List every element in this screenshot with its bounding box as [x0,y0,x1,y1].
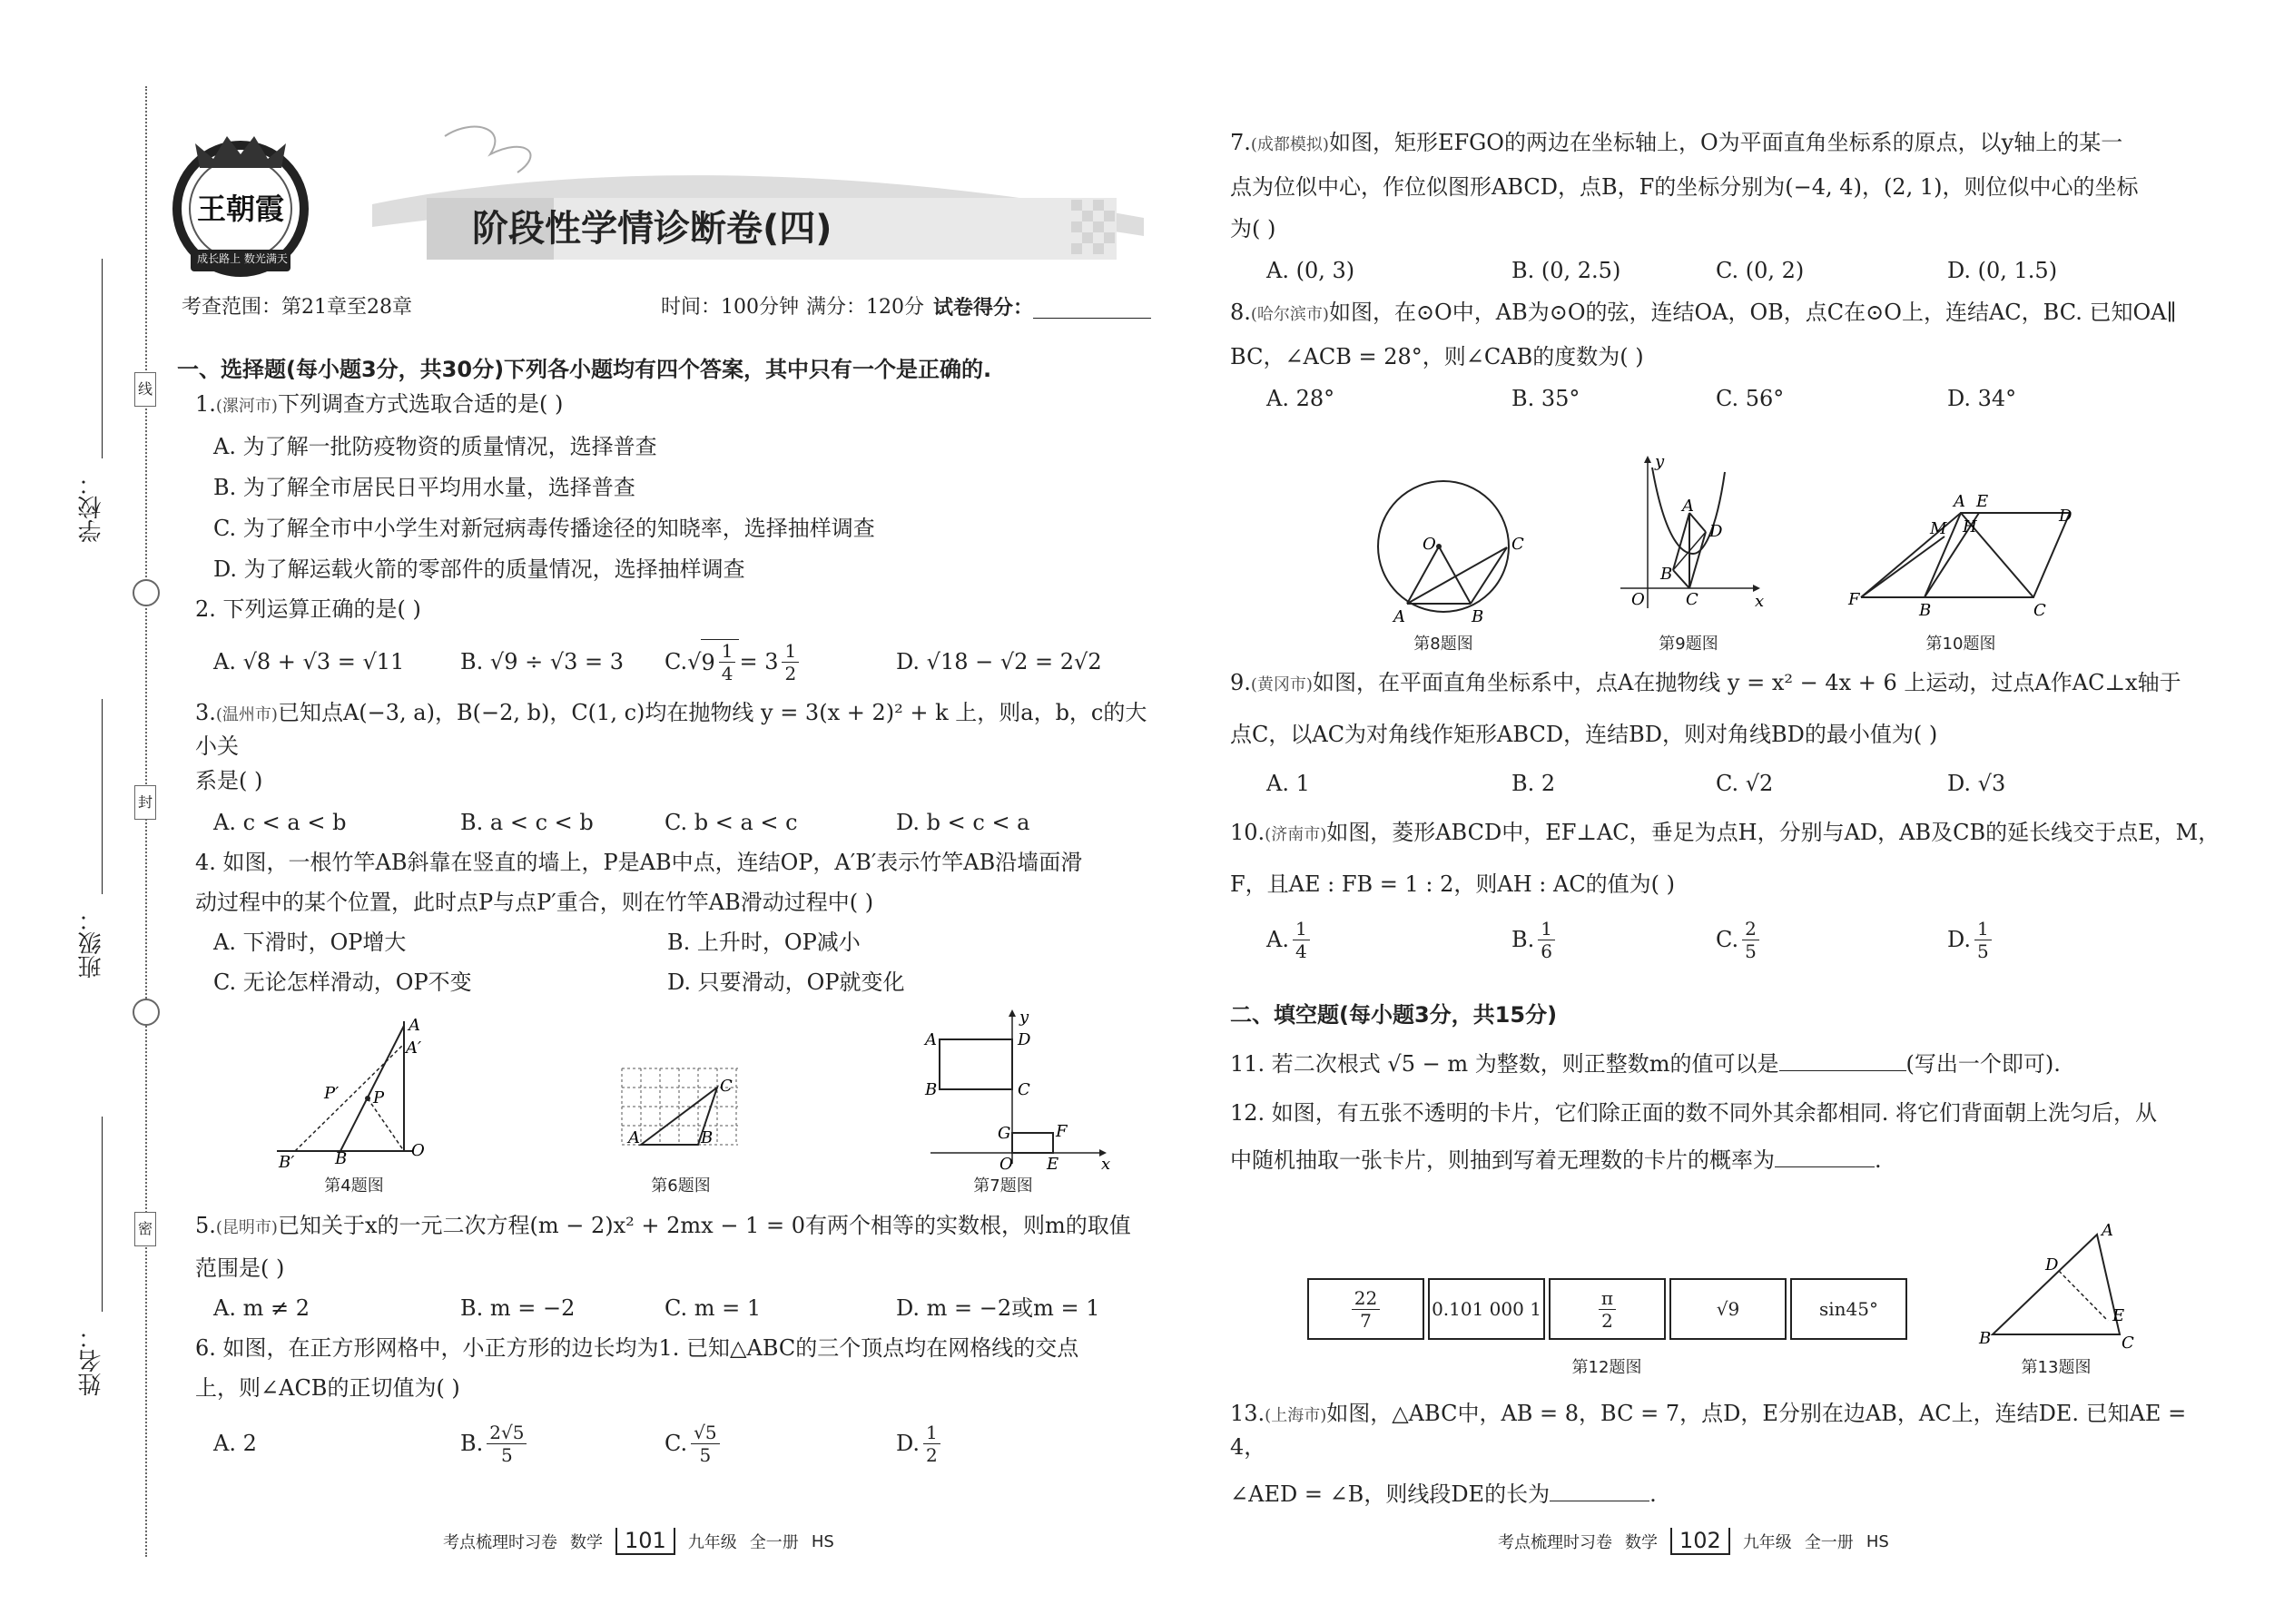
q6-option-b[interactable] [460,1422,665,1466]
fig12-card-2: 0.101 000 1 [1428,1278,1545,1340]
q10-c-den: 5 [1745,940,1757,962]
figure-4 [268,1016,449,1172]
q10-d-den: 5 [1977,940,1989,962]
q6-option-c[interactable] [665,1422,896,1466]
card1-num: 22 [1352,1287,1380,1310]
q4-stem-2: 动过程中的某个位置，此时点P与点P′重合，则在竹竿AB滑动过程中( ) [195,890,874,915]
fig9-label-y: y [1655,452,1665,471]
fig12-card-4: √9 [1669,1278,1787,1340]
q7-stem-3: 为( ) [1230,216,1276,241]
q11-answer-blank[interactable] [1779,1070,1906,1071]
q3-source: (温州市) [215,705,278,724]
q5-stem-2: 范围是( ) [195,1255,285,1281]
q1-text: 下列调查方式选取合适的是( ) [277,391,564,417]
q7-option-d[interactable]: D. (0, 1.5) [1947,258,2058,283]
q3-stem-2: 系是( ) [195,768,263,793]
q4-option-d[interactable]: D. 只要滑动，OP就变化 [667,969,905,995]
q2-d-expr: √18 − √2 = 2√2 [926,649,1102,674]
fig7-label-D: D [1018,1030,1031,1049]
class-field[interactable] [102,699,103,894]
q1-stem [195,389,1167,422]
q6-d-den: 2 [926,1443,938,1466]
footer-right-edition: HS [1866,1531,1889,1551]
fig7-label-x: x [1101,1155,1111,1174]
fig6-caption: 第6题图 [651,1176,711,1196]
footer-right-book: 考点梳理时习卷 [1498,1533,1612,1552]
fig12-card-3 [1549,1278,1666,1340]
binding-knot-icon [133,999,160,1026]
fig9-caption: 第9题图 [1659,635,1718,654]
q13-stem-2 [1230,1479,2229,1510]
q6-stem-2: 上，则∠ACB的正切值为( ) [195,1375,460,1401]
fig4-caption: 第4题图 [324,1176,384,1196]
question-9 [1230,667,2229,799]
q2-a-expr: √8 + √3 = √11 [242,649,405,674]
fig8-label-A: A [1393,607,1405,626]
q8-option-d[interactable]: D. 34° [1947,386,2017,411]
question-7 [1230,127,2229,286]
q13-stem [1230,1398,2229,1462]
q1-option-a[interactable]: A. 为了解一批防疫物资的质量情况，选择普查 [213,434,657,459]
q1-source: (漯河市) [215,397,278,416]
fig7-label-O: O [999,1155,1013,1174]
footer-right-grade: 九年级 [1742,1533,1792,1552]
card1-den: 7 [1360,1309,1372,1332]
fig8-label-B: B [1472,607,1484,626]
right-column-lower [1230,1398,2229,1510]
q2-c-label: C. [665,649,688,674]
fig9-label-A: A [1682,497,1694,516]
q10-a-den: 4 [1295,940,1307,962]
q8-stem [1230,297,2229,330]
fig4-label-O: O [411,1141,425,1160]
fig8-label-C: C [1511,535,1524,554]
q4-option-b[interactable]: B. 上升时，OP减小 [667,930,861,955]
q6-b-label: B. [460,1431,484,1456]
q11-text: 11. 若二次根式 √5 − m 为整数，则正整数m的值可以是 [1230,1051,1779,1077]
q8-text: 如图，在⊙O中，AB为⊙O的弦，连结OA，OB，点C在⊙O上，连结AC，BC. 已知OA∥ [1328,300,2177,325]
q4-option-a[interactable]: A. 下滑时，OP增大 [213,930,407,955]
q10-c-label: C. [1716,927,1739,952]
fig7-label-E: E [1047,1155,1059,1174]
q10-stem-2: F，且AE : FB = 1 : 2，则AH : AC的值为( ) [1230,871,1676,897]
q5-option-b[interactable]: B. m = −2 [460,1295,576,1321]
fig6-label-C: C [720,1077,733,1096]
footer-left-subject: 数学 [570,1533,603,1552]
q2-a-label: A. [213,649,243,674]
q5-option-c[interactable]: C. m = 1 [665,1295,762,1321]
question-10 [1230,817,2229,969]
fig7-label-y: y [1019,1008,1029,1027]
name-label: 姓名： [78,1325,105,1396]
q2-c-rad-den: 4 [721,663,733,684]
footer-left-book: 考点梳理时习卷 [443,1533,557,1552]
q2-c-radicand: 9 [701,649,715,675]
q7-stem [1230,127,2229,161]
binding-mark-xian: 线 [134,372,156,407]
fig10-label-B: B [1919,601,1932,620]
fig13-label-A: A [2102,1221,2113,1240]
fig4-label-A: A [409,1016,420,1035]
q2-d-label: D. [896,649,927,674]
fig10-label-M: M [1930,519,1947,538]
q1-option-c[interactable]: C. 为了解全市中小学生对新冠病毒传播途径的知晓率，选择抽样调查 [213,516,875,541]
question-1 [177,389,1167,585]
q1-number: 1. [195,391,216,417]
fig7-label-F: F [1056,1122,1068,1141]
footer-right-subject: 数学 [1625,1533,1658,1552]
fig7-label-A: A [925,1030,937,1049]
fig4-label-B1: B′ [279,1153,295,1172]
q2-b-label: B. [460,649,490,674]
q8-option-b[interactable]: B. 35° [1511,386,1580,411]
q1-option-b[interactable]: B. 为了解全市居民日平均用水量，选择普查 [213,475,635,500]
fig7-label-G: G [998,1124,1011,1143]
q6-d-num: 1 [923,1422,940,1444]
figure-13 [1974,1221,2138,1357]
fig9-label-O: O [1631,590,1645,609]
q13-period: . [1649,1481,1657,1507]
q6-option-d[interactable] [896,1422,944,1466]
exam-full-score: 满分：120分 [806,296,924,319]
q3-stem [195,697,1167,762]
fig8-label-O: O [1423,535,1436,554]
q4-option-c[interactable]: C. 无论怎样滑动，OP不变 [213,969,472,995]
q10-b-den: 6 [1541,940,1552,962]
question-12 [1230,1097,2229,1176]
q2-b-expr: √9 ÷ √3 = 3 [489,649,625,674]
q6-b-den: 5 [501,1443,513,1466]
q10-option-c[interactable] [1716,918,1947,962]
question-11 [1230,1048,2229,1079]
q2-c-eq: = 3 [739,649,779,674]
q10-c-num: 2 [1742,918,1759,940]
q10-b-label: B. [1511,927,1535,952]
binding-knot-icon [133,579,160,606]
footer-right [1498,1528,1889,1555]
footer-left [443,1528,834,1555]
q2-c-rad-num: 1 [719,640,736,663]
question-5 [195,1210,1167,1324]
q5-number: 5. [195,1213,216,1238]
fig10-label-H: H [1963,517,1977,536]
q2-option-a[interactable] [213,646,460,677]
fig6-label-B: B [701,1128,714,1147]
q8-number: 8. [1230,300,1251,325]
fig12-card-5: sin45° [1790,1278,1907,1340]
q7-number: 7. [1230,130,1251,155]
q10-d-label: D. [1947,927,1972,952]
q3-option-d[interactable]: D. b < c < a [896,810,1030,835]
q9-option-a[interactable]: A. 1 [1266,771,1310,796]
q7-option-b[interactable]: B. (0, 2.5) [1511,258,1621,283]
score-input[interactable] [1033,318,1151,319]
binding-mark-mi: 密 [134,1212,156,1246]
fig13-label-D: D [2045,1255,2059,1275]
q13-number: 13. [1230,1401,1265,1426]
right-column [1230,127,2229,414]
q4-stem: 4. 如图，一根竹竿AB斜靠在竖直的墙上，P是AB中点，连结OP，A′B′表示竹竿AB沿墙面滑 [195,850,1083,875]
q12-stem-2 [1230,1145,2229,1176]
fig10-label-A: A [1954,492,1965,511]
fig12-caption: 第12题图 [1571,1358,1642,1377]
q7-source: (成都模拟) [1250,135,1329,154]
q9-source: (黄冈市) [1250,675,1313,694]
q9-option-c[interactable]: C. √2 [1716,771,1774,796]
q7-text: 如图，矩形EFGO的两边在坐标轴上，O为平面直角坐标系的原点，以y轴上的某一 [1328,130,2123,155]
card3-num: π [1599,1287,1616,1310]
q3-option-c[interactable]: C. b < a < c [665,810,798,835]
q9-text: 如图，在平面直角坐标系中，点A在抛物线 y = x² − 4x + 6 上运动，过点A作AC⊥x轴于 [1312,670,2181,695]
fig10-label-E: E [1976,492,1989,511]
q5-text: 已知关于x的一元二次方程(m − 2)x² + 2mx − 1 = 0有两个相等的实数根，则m的取值 [277,1213,1131,1238]
fig9-label-C: C [1686,590,1698,609]
question-3 [177,697,1167,838]
q5-option-d[interactable]: D. m = −2或m = 1 [896,1295,1100,1321]
exam-score-label: 试卷得分： [933,296,1034,320]
q12-text: 中随机抽取一张卡片，则抽到写着无理数的卡片的概率为 [1230,1147,1775,1173]
figure-10 [1848,490,2072,620]
q10-b-num: 1 [1538,918,1555,940]
fig9-label-x: x [1755,592,1765,611]
figure-7 [912,1008,1112,1174]
q6-c-den: 5 [699,1443,712,1466]
exam-scope: 考查范围：第21章至28章 [182,296,412,319]
q10-option-a[interactable] [1266,918,1511,962]
fig13-label-E: E [2112,1306,2125,1325]
exam-time: 时间：100分钟 [661,296,799,319]
q6-b-num: 2√5 [487,1422,527,1444]
q13-source: (上海市) [1265,1406,1327,1425]
left-column-lower [195,1210,1167,1471]
q11-stem [1230,1048,2229,1079]
exam-title: 阶段性学情诊断卷(四) [472,208,832,250]
q8-option-a[interactable]: A. 28° [1266,386,1335,411]
footer-left-edition: HS [811,1531,834,1551]
q7-stem-2: 点为位似中心，作位似图形ABCD，点B，F的坐标分别为(−4, 4)，(2, 1)，则位似中心的坐标 [1230,174,2139,200]
q10-number: 10. [1230,820,1265,845]
q3-option-b[interactable]: B. a < c < b [460,810,594,835]
q6-stem: 6. 如图，在正方形网格中，小正方形的边长均为1. 已知△ABC的三个顶点均在网格线的交点 [195,1335,1079,1361]
q10-text: 如图，菱形ABCD中，EF⊥AC，垂足为点H，分别与AD，AB及CB的延长线交于点E，M， [1326,820,2220,845]
fig10-label-D: D [2059,507,2072,526]
q10-d-num: 1 [1974,918,1992,940]
q9-number: 9. [1230,670,1251,695]
class-label: 班级： [78,908,105,979]
q3-text: 已知点A(−3, a)，B(−2, b)，C(1, c)均在抛物线 y = 3(x + 2)² + k 上，则a，b，c的大小关 [195,700,1147,759]
q3-number: 3. [195,700,216,725]
section2-title: 二、填空题(每小题3分，共15分) [1230,1002,1558,1028]
fig9-label-D: D [1709,522,1723,541]
q10-stem [1230,817,2229,851]
q12-stem: 12. 如图，有五张不透明的卡片，它们除正面的数不同外其余都相同. 将它们背面朝上洗匀后，从 [1230,1100,2158,1126]
q2-c-num: 1 [782,640,799,663]
q12-answer-blank[interactable] [1775,1166,1875,1167]
name-field[interactable] [102,1117,103,1312]
school-field[interactable] [102,259,103,458]
fig12-card-1 [1307,1278,1424,1340]
q2-option-d[interactable] [896,646,1102,677]
q10-option-b[interactable] [1511,918,1716,962]
footer-left-grade: 九年级 [687,1533,737,1552]
q6-d-label: D. [896,1431,921,1456]
fig13-label-B: B [1979,1329,1992,1348]
footer-left-vol: 全一册 [749,1533,799,1552]
question-8 [1230,297,2229,414]
fig4-label-P: P [373,1088,385,1107]
q9-option-b[interactable]: B. 2 [1511,771,1556,796]
fig10-caption: 第10题图 [1925,635,1996,654]
fig8-caption: 第8题图 [1413,635,1473,654]
fig13-caption: 第13题图 [2021,1358,2092,1377]
fig13-label-C: C [2122,1334,2134,1353]
q13-text: 如图，△ABC中，AB = 8，BC = 7，点D，E分别在边AB，AC上，连结DE. 已知AE = 4， [1230,1401,2187,1460]
q7-option-a[interactable]: A. (0, 3) [1266,258,1355,283]
fig9-label-B: B [1660,565,1673,584]
q10-a-num: 1 [1293,918,1310,940]
figure-8 [1366,477,1530,631]
q10-source: (济南市) [1265,825,1327,844]
school-label: 学校： [78,472,105,543]
footer-left-page: 101 [615,1528,675,1555]
binding-line [145,86,147,1557]
question-6 [195,1333,1167,1471]
section1-title: 一、选择题(每小题3分，共30分)下列各小题均有四个答案，其中只有一个是正确的. [177,357,992,382]
footer-right-vol: 全一册 [1804,1533,1854,1552]
q11-hint: (写出一个即可). [1905,1051,2061,1077]
q5-option-a[interactable]: A. m ≠ 2 [213,1295,310,1321]
q6-option-a[interactable]: A. 2 [213,1431,257,1456]
fig10-label-F: F [1848,590,1860,609]
q9-option-d[interactable]: D. √3 [1947,771,2006,796]
q7-option-c[interactable]: C. (0, 2) [1716,258,1805,283]
fig7-label-C: C [1018,1080,1030,1099]
q8-option-c[interactable]: C. 56° [1716,386,1785,411]
fig4-label-P1: P′ [324,1084,340,1103]
q2-option-b[interactable] [460,646,665,677]
q1-option-d[interactable]: D. 为了解运载火箭的零部件的质量情况，选择抽样调查 [213,556,745,582]
q8-source: (哈尔滨市) [1250,305,1329,324]
figure-9 [1611,454,1766,613]
fig4-label-A1: A′ [406,1038,422,1058]
logo-text: 王朝霞 [196,192,284,226]
binding-mark-feng: 封 [134,785,156,820]
q8-stem-2: BC，∠ACB = 28°，则∠CAB的度数为( ) [1230,344,1644,369]
q13-text-2: ∠AED = ∠B，则线段DE的长为 [1230,1481,1551,1507]
q5-source: (昆明市) [215,1218,278,1237]
q2-stem: 2. 下列运算正确的是( ) [195,596,421,622]
footer-right-page: 102 [1670,1528,1730,1555]
q2-c-den: 2 [784,662,797,684]
fig4-label-B: B [335,1149,348,1168]
left-column [177,354,1167,998]
question-4 [177,847,1167,998]
right-column-middle [1230,667,2229,1176]
q2-option-c[interactable]: C. √ 9 $\frac{1}{4}$ = 3 $\frac{1}{2}$ [665,639,896,684]
q9-stem-2: 点C，以AC为对角线作矩形ABCD，连结BD，则对角线BD的最小值为( ) [1230,722,1938,747]
q6-c-label: C. [665,1431,688,1456]
q5-stem [195,1210,1167,1244]
card3-den: 2 [1601,1309,1613,1332]
logo-ribbon-text: 成长路上 数光满天 [197,252,288,265]
q12-period: . [1875,1147,1882,1173]
fig7-caption: 第7题图 [973,1176,1033,1196]
figure-6 [617,1064,744,1164]
q3-option-a[interactable]: A. c < a < b [213,810,347,835]
fig7-label-B: B [925,1080,938,1099]
q10-a-label: A. [1266,927,1289,952]
fig10-label-C: C [2033,601,2046,620]
q9-stem [1230,667,2229,701]
q6-c-num: √5 [691,1422,719,1444]
question-2 [177,594,1167,686]
q10-option-d[interactable] [1947,918,1995,962]
fig6-label-A: A [628,1128,640,1147]
